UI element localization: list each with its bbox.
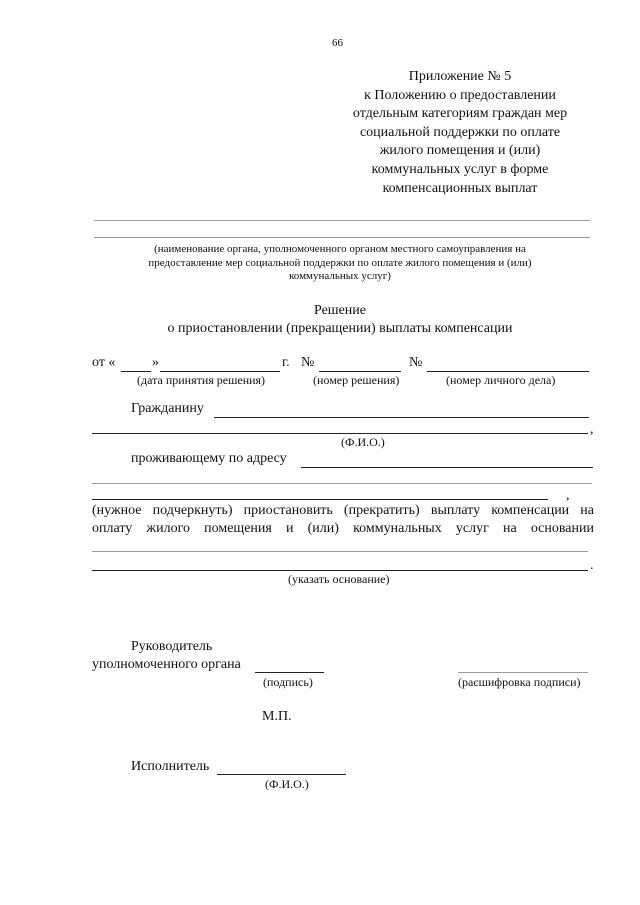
case-number-field[interactable] (427, 371, 589, 372)
address-label: проживающему по адресу (131, 451, 287, 466)
address-field-1[interactable] (301, 467, 593, 468)
organ-name-line-1[interactable] (94, 220, 590, 221)
organ-caption (80, 243, 600, 284)
appendix-line: отдельным категориям граждан мер (352, 106, 568, 122)
organ-name-line-2[interactable] (94, 237, 590, 238)
page-number: 66 (332, 37, 343, 49)
day-field[interactable] (121, 371, 151, 372)
appendix-line: компенсационных выплат (382, 180, 538, 196)
signature-decode-caption: (расшифровка подписи) (458, 675, 581, 689)
executor-name-field[interactable] (217, 774, 346, 775)
stamp-label: М.П. (262, 709, 292, 724)
citizen-name-field-2[interactable] (92, 433, 588, 434)
organ-caption-line: (наименование органа, уполномоченного органом местного самоуправления на (154, 243, 526, 255)
appendix-line: социальной поддержки по оплате (359, 124, 561, 140)
body-line-1: (нужное подчеркнуть) приостановить (прекратить) выплату компенсации на (92, 503, 594, 518)
decision-number-caption: (номер решения) (313, 373, 400, 387)
address-field-2[interactable] (92, 483, 592, 484)
executor-caption: (Ф.И.О.) (265, 777, 309, 791)
appendix-block (330, 68, 590, 198)
date-quote-close: » (152, 355, 159, 370)
date-prefix: от « (92, 355, 116, 370)
citizen-label: Гражданину (131, 401, 204, 416)
year-suffix: г. (282, 355, 290, 370)
citizen-name-field-1[interactable] (214, 417, 589, 418)
month-year-field[interactable] (160, 371, 280, 372)
organ-caption-line: предоставление мер социальной поддержки по оплате жилого помещения и (или) (148, 256, 532, 269)
appendix-line: к Положению о предоставлении (364, 87, 556, 103)
signature-caption: (подпись) (263, 675, 313, 689)
basis-caption: (указать основание) (288, 572, 390, 586)
body-line-2: оплату жилого помещения и (или) коммунальных услуг на основании (92, 521, 594, 536)
appendix-line: жилого помещения и (или) (379, 143, 541, 159)
decision-number-field[interactable] (319, 371, 401, 372)
case-number-caption: (номер личного дела) (446, 373, 556, 387)
document-title: Решение (313, 303, 366, 318)
date-caption: (дата принятия решения) (137, 373, 266, 387)
citizen-comma: , (590, 422, 594, 437)
basis-field-2[interactable] (92, 570, 588, 571)
signature-field[interactable] (255, 672, 324, 673)
document-subtitle: о приостановлении (прекращении) выплаты компенсации (167, 321, 513, 336)
decision-number-sign: № (301, 355, 315, 370)
signature-decode-field[interactable] (458, 672, 588, 673)
basis-period: . (590, 558, 594, 573)
appendix-line: коммунальных услуг в форме (371, 161, 549, 177)
appendix-line: Приложение № 5 (408, 69, 512, 84)
organ-label: уполномоченного органа (92, 657, 241, 672)
address-field-3[interactable] (92, 499, 548, 500)
case-number-sign: № (409, 355, 423, 370)
organ-caption-line: коммунальных услуг) (289, 270, 391, 282)
citizen-caption: (Ф.И.О.) (341, 435, 385, 449)
address-comma: , (566, 488, 570, 503)
head-label: Руководитель (131, 639, 213, 654)
basis-field-1[interactable] (92, 551, 588, 552)
executor-label: Исполнитель (131, 759, 210, 774)
